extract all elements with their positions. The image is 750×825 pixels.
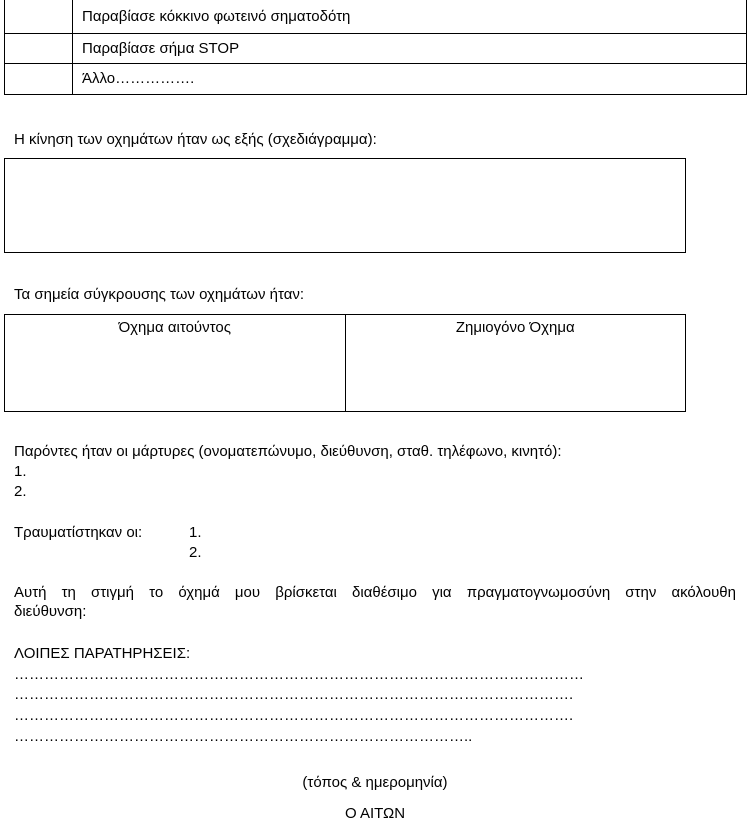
impact-damaging-cell[interactable] xyxy=(345,315,686,411)
impact-applicant-header: Όχημα αιτούντος xyxy=(118,319,231,336)
impact-damaging-header: Ζημιογόνο Όχημα xyxy=(455,319,575,336)
table-row xyxy=(5,0,747,34)
signatory-label: Ο ΑΙΤΩΝ xyxy=(344,805,406,822)
impact-points-table xyxy=(4,314,686,412)
witnesses-label: Παρόντες ήταν οι μάρτυρες (ονοματεπώνυμο, διεύθυνση, σταθ. τηλέφωνο, κινητό): xyxy=(14,443,562,460)
availability-address-label: διεύθυνση: xyxy=(14,603,87,620)
remarks-line[interactable]: …………………………………………………………………………………………………. xyxy=(14,707,574,724)
remarks-line[interactable]: …………………………………………………………………………………………………. xyxy=(14,686,574,703)
violation-label: Παραβίασε κόκκινο φωτεινό σηματοδότη xyxy=(73,0,747,34)
table-row xyxy=(5,64,747,95)
impact-label: Τα σημεία σύγκρουσης των οχημάτων ήταν: xyxy=(14,286,305,303)
violation-label: Άλλο……………. xyxy=(73,64,747,95)
witness-item: 2. xyxy=(14,483,27,500)
violation-checkbox-cell[interactable] xyxy=(5,0,73,34)
violation-checkbox-cell[interactable] xyxy=(5,64,73,95)
remarks-label: ΛΟΙΠΕΣ ΠΑΡΑΤΗΡΗΣΕΙΣ: xyxy=(14,645,191,662)
injured-label: Τραυματίστηκαν οι: xyxy=(14,524,143,541)
injured-item: 2. xyxy=(189,544,202,561)
movement-label: Η κίνηση των οχημάτων ήταν ως εξής (σχεδιάγραμμα): xyxy=(14,131,377,148)
violation-checkbox-cell[interactable] xyxy=(5,34,73,64)
remarks-line[interactable]: …………………………………………………………………………………………………… xyxy=(14,666,584,683)
impact-applicant-cell[interactable] xyxy=(5,315,345,411)
injured-item: 1. xyxy=(189,524,202,541)
violations-table xyxy=(4,0,747,95)
availability-line: Αυτή τη στιγμή το όχημά μου βρίσκεται διαθέσιμο για πραγματογνωμοσύνη στην ακόλουθη xyxy=(14,584,736,601)
violation-label: Παραβίασε σήμα STOP xyxy=(73,34,747,64)
place-date-label: (τόπος & ημερομηνία) xyxy=(302,774,448,791)
table-row xyxy=(5,34,747,64)
remarks-line[interactable]: ……………………………………………………………………………….. xyxy=(14,728,473,745)
movement-sketch-box[interactable] xyxy=(4,158,686,253)
witness-item: 1. xyxy=(14,463,27,480)
